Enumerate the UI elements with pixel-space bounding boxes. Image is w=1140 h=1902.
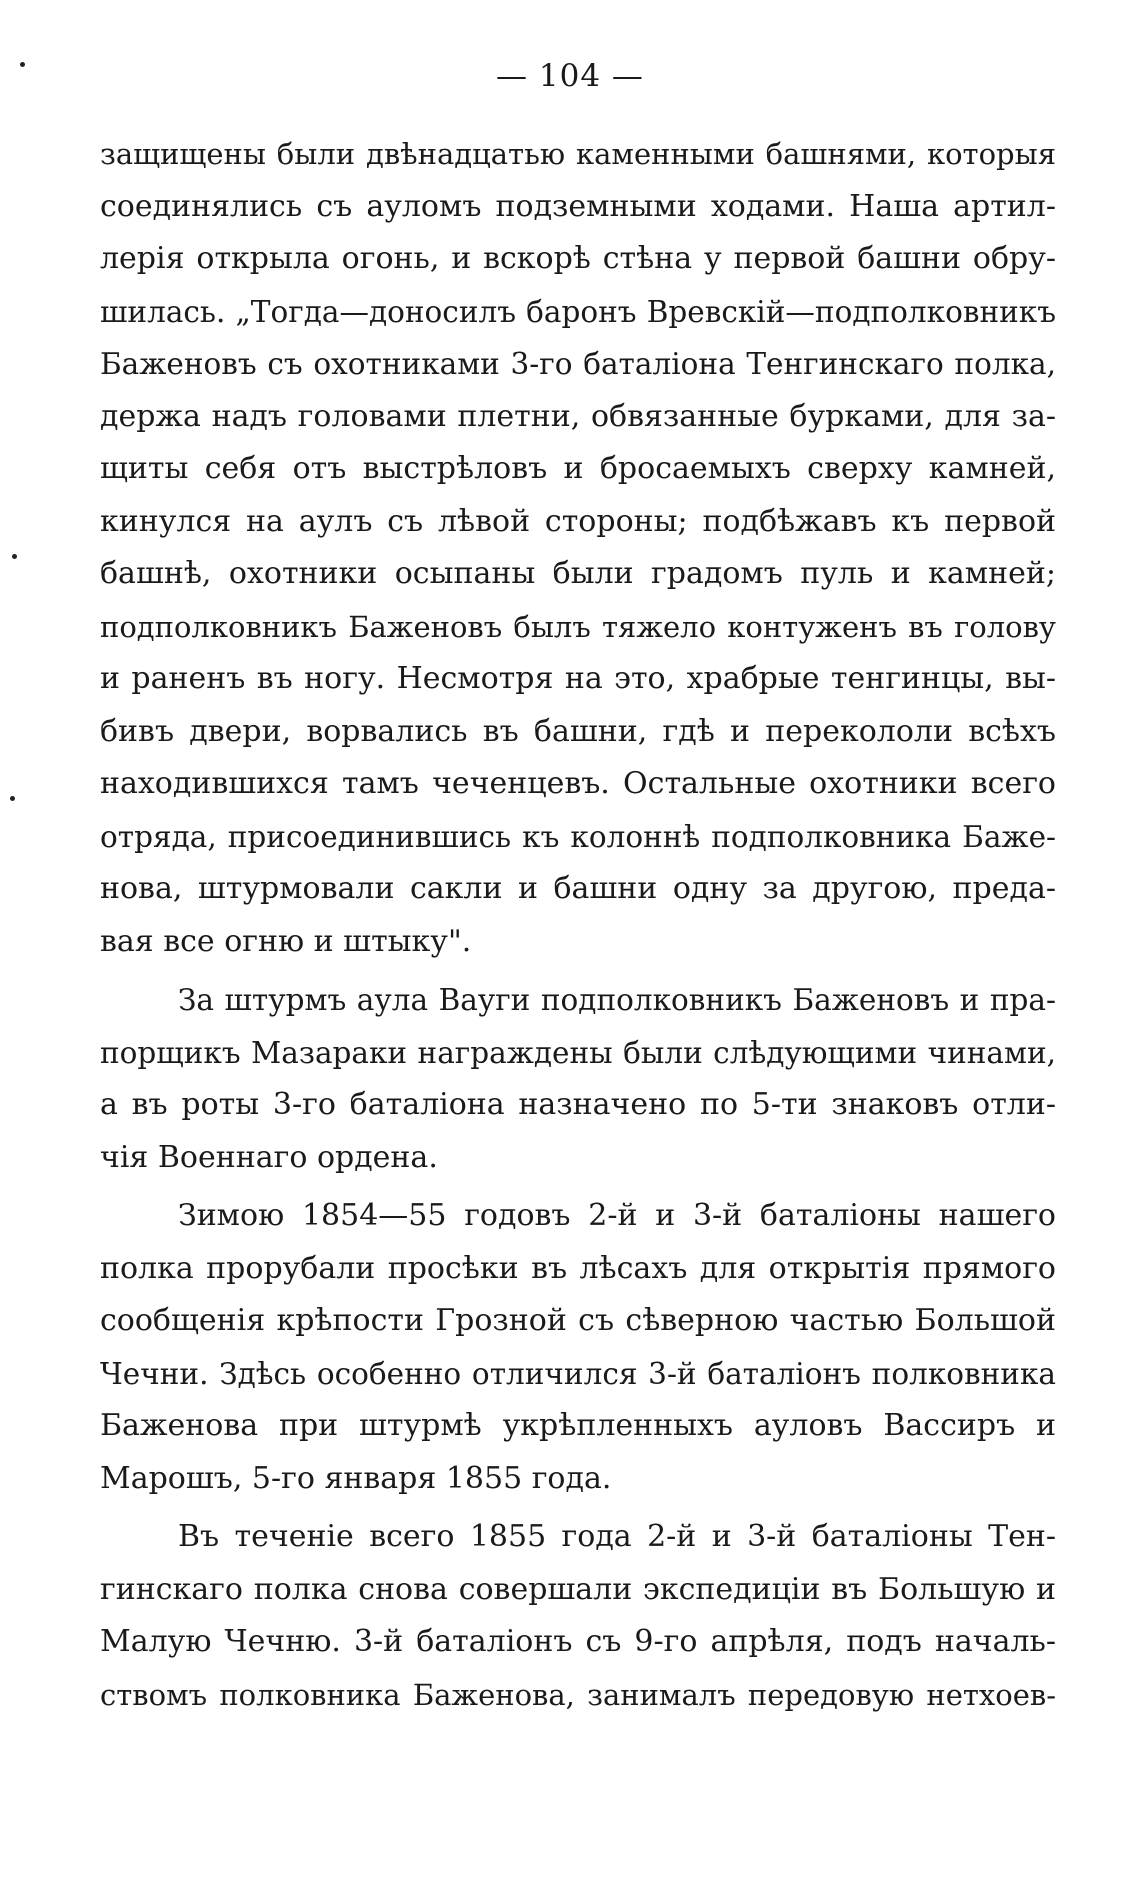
text-line: соединялись съ ауломъ подземными ходами. Наша артил- [100, 188, 1056, 224]
text-line: щиты себя отъ выстрѣловъ и бросаемыхъ сверху камней, [100, 451, 1056, 486]
text-line: Въ теченіе всего 1855 года 2-й и 3-й баталіоны Тен- [178, 1519, 1056, 1554]
text-line: Чечни. Здѣсь особенно отличился 3-й баталіонъ полковника [100, 1356, 1056, 1391]
text-line: Зимою 1854—55 годовъ 2-й и 3-й баталіоны нашего [178, 1198, 1056, 1233]
margin-speck [10, 796, 15, 801]
page-number: — 104 — [496, 58, 644, 94]
text-line: За штурмъ аула Вауги подполковникъ Баженовъ и пра- [178, 983, 1056, 1017]
text-line: лерія открыла огонь, и вскорѣ стѣна у первой башни обру- [100, 241, 1056, 276]
paragraph [100, 128, 1056, 968]
text-line: Марошъ, 5-го января 1855 года. [100, 1460, 612, 1496]
text-line: шилась. „Тогда—доносилъ баронъ Вревскій—подполковникъ [100, 294, 1056, 329]
text-line: Баженова при штурмѣ укрѣпленныхъ ауловъ Вассиръ и [100, 1408, 1056, 1443]
text-line: вая все огню и штыку". [100, 923, 472, 959]
margin-speck [20, 62, 25, 67]
body-text [100, 128, 1056, 1721]
text-line: сообщенія крѣпости Грозной съ сѣверною частью Большой [100, 1303, 1056, 1338]
paragraph [100, 974, 1056, 1184]
text-line: полка прорубали просѣки въ лѣсахъ для открытія прямого [100, 1250, 1056, 1286]
text-line: отряда, присоединившись къ колоннѣ подполковника Баже- [100, 819, 1056, 854]
text-line: находившихся тамъ чеченцевъ. Остальные охотники всего [100, 766, 1056, 801]
margin-speck [12, 554, 17, 559]
text-line: защищены были двѣнадцатью каменными башнями, которыя [100, 137, 1056, 171]
text-line: и раненъ въ ногу. Несмотря на это, храбрые тенгинцы, вы- [100, 661, 1056, 696]
text-line: нова, штурмовали сакли и башни одну за другою, преда- [100, 871, 1056, 906]
text-line: порщикъ Мазараки награждены были слѣдующими чинами, [100, 1035, 1056, 1070]
text-line: кинулся на аулъ съ лѣвой стороны; подбѣжавъ къ первой [100, 503, 1056, 539]
text-line: ствомъ полковника Баженова, занималъ передовую нетхоев- [100, 1677, 1056, 1712]
text-line: чія Военнаго ордена. [100, 1139, 438, 1175]
text-line: башнѣ, охотники осыпаны были градомъ пуль и камней; [100, 556, 1056, 591]
text-line: гинскаго полка снова совершали экспедиціи въ Большую и [100, 1571, 1056, 1607]
paragraph [100, 1511, 1056, 1721]
text-line: бивъ двери, ворвались въ башни, гдѣ и перекололи всѣхъ [100, 713, 1056, 749]
text-line: подполковникъ Баженовъ былъ тяжело контуженъ въ голову [100, 609, 1056, 644]
text-line: держа надъ головами плетни, обвязанные бурками, для за- [100, 398, 1056, 434]
text-line: Малую Чечню. 3-й баталіонъ съ 9-го апрѣля, подъ началь- [100, 1624, 1056, 1659]
text-line: Баженовъ съ охотниками 3-го баталіона Тенгинскаго полка, [100, 347, 1056, 381]
paragraph [100, 1190, 1056, 1505]
text-line: а въ роты 3-го баталіона назначено по 5-ти знаковъ отли- [100, 1087, 1056, 1122]
